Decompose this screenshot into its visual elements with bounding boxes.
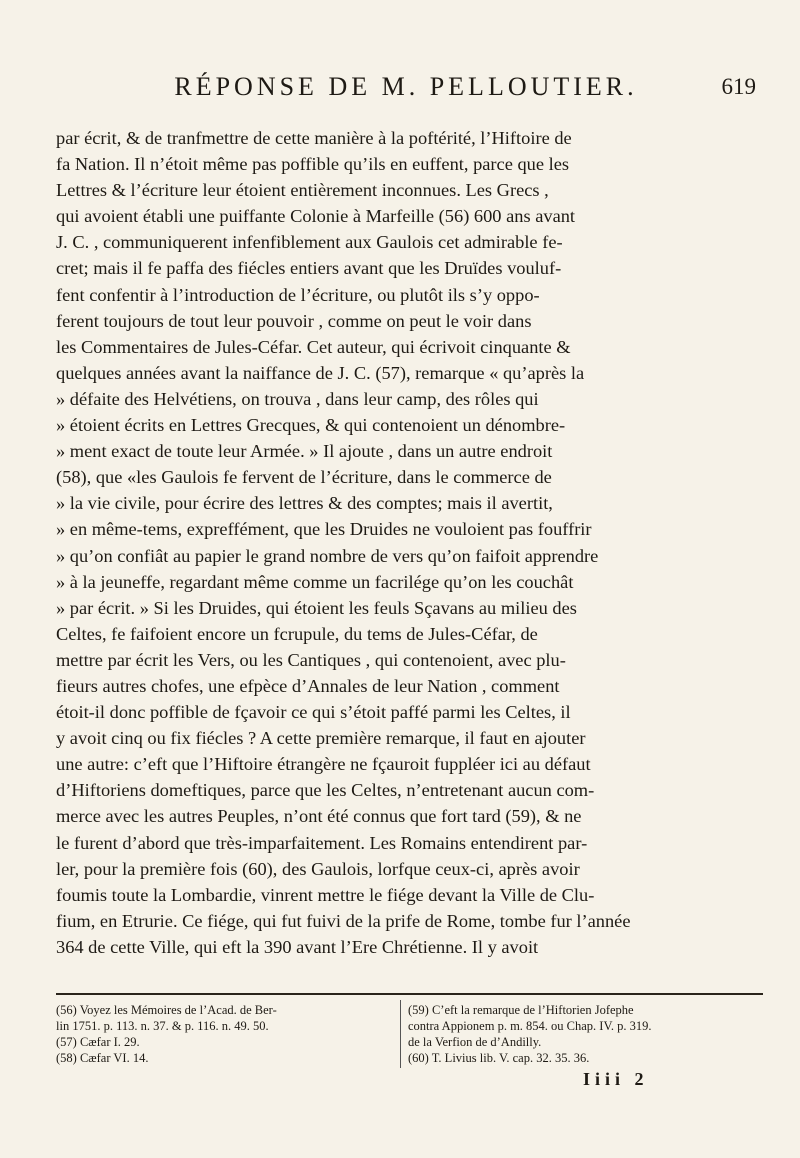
text-line: mettre par écrit les Vers, ou les Cantiques , qui contenoient, avec plu-: [56, 649, 566, 670]
text-line: » défaite des Helvétiens, on trouva , dans leur camp, des rôles qui: [56, 388, 539, 409]
page-number: 619: [721, 74, 756, 99]
footnotes-left: [56, 1002, 396, 1066]
text-line: J. C. , communiquerent infenfiblement aux Gaulois cet admirable fe-: [56, 232, 563, 253]
text-line: » en même-tems, expreffément, que les Druides ne vouloient pas fouffrir: [56, 519, 592, 540]
text-line: » ment exact de toute leur Armée. » Il ajoute , dans un autre endroit: [56, 441, 553, 462]
footnote-line: (58) Cæfar VI. 14.: [56, 1051, 149, 1065]
footnote-column-divider: [400, 1000, 401, 1068]
footnote-line: lin 1751. p. 113. n. 37. & p. 116. n. 49. 50.: [56, 1019, 269, 1033]
footnote-line: de la Verfion de d’Andilly.: [408, 1035, 542, 1049]
footnote-line: (57) Cæfar I. 29.: [56, 1035, 140, 1049]
text-line: foumis toute la Lombardie, vinrent mettre le fiége devant la Ville de Clu-: [56, 884, 595, 905]
text-line: » par écrit. » Si les Druides, qui étoient les feuls Sçavans au milieu des: [56, 597, 577, 618]
text-line: » étoient écrits en Lettres Grecques, & qui contenoient un dénombre-: [56, 415, 566, 436]
text-line: » la vie civile, pour écrire des lettres & des comptes; mais il avertit,: [56, 493, 553, 514]
running-title: RÉPONSE DE M. PELLOUTIER.: [174, 72, 638, 101]
text-line: Celtes, fe faifoient encore un fcrupule, du tems de Jules-Céfar, de: [56, 623, 538, 644]
text-line: y avoit cinq ou fix fiécles ? A cette première remarque, il faut en ajouter: [56, 728, 586, 749]
footnote-line: (59) C’eft la remarque de l’Hiftorien Jofephe: [408, 1003, 634, 1017]
text-line: le furent d’abord que très-imparfaitement. Les Romains entendirent par-: [56, 832, 588, 853]
text-line: ler, pour la première fois (60), des Gaulois, lorfque ceux-ci, après avoir: [56, 858, 580, 879]
text-line: fa Nation. Il n’étoit même pas poffible qu’ils en euffent, parce que les: [56, 154, 570, 175]
text-line: quelques années avant la naiffance de J. C. (57), remarque « qu’après la: [56, 362, 585, 383]
text-line: fent confentir à l’introduction de l’écriture, ou plutôt ils s’y oppo-: [56, 284, 540, 305]
footnote-line: contra Appionem p. m. 854. ou Chap. IV. p. 319.: [408, 1019, 652, 1033]
text-line: ferent toujours de tout leur pouvoir , comme on peut le voir dans: [56, 310, 532, 331]
footnote-line: (56) Voyez les Mémoires de l’Acad. de Ber-: [56, 1003, 277, 1017]
text-line: fium, en Etrurie. Ce fiége, qui fut fuivi de la prife de Rome, tombe fur l’année: [56, 910, 631, 931]
footnotes-right: [408, 1002, 763, 1066]
text-line: (58), que «les Gaulois fe fervent de l’écriture, dans le commerce de: [56, 467, 552, 488]
text-line: les Commentaires de Jules-Céfar. Cet auteur, qui écrivoit cinquante &: [56, 336, 571, 357]
text-line: fieurs autres chofes, une efpèce d’Annales de leur Nation , comment: [56, 675, 560, 696]
text-line: » à la jeuneffe, regardant même comme un facrilége qu’on les couchât: [56, 571, 574, 592]
text-line: Lettres & l’écriture leur étoient entièrement inconnues. Les Grecs ,: [56, 180, 549, 201]
text-line: par écrit, & de tranfmettre de cette manière à la poftérité, l’Hiftoire de: [56, 128, 572, 148]
text-line: merce avec les autres Peuples, n’ont été connus que fort tard (59), & ne: [56, 806, 582, 827]
signature-mark: Iiii 2: [583, 1069, 649, 1089]
text-line: cret; mais il fe paffa des fiécles entiers avant que les Druïdes vouluf-: [56, 258, 562, 279]
text-line: 364 de cette Ville, qui eft la 390 avant l’Ere Chrétienne. Il y avoit: [56, 936, 539, 957]
text-line: d’Hiftoriens domeftiques, parce que les Celtes, n’entretenant aucun com-: [56, 780, 595, 801]
footnote-line: (60) T. Livius lib. V. cap. 32. 35. 36.: [408, 1051, 590, 1065]
text-line: étoit-il donc poffible de fçavoir ce qui s’étoit paffé parmi les Celtes, il: [56, 702, 571, 723]
footnote-rule: [56, 993, 763, 995]
text-line: » qu’on confiât au papier le grand nombre de vers qu’on faifoit apprendre: [56, 545, 599, 566]
page-header: [56, 72, 756, 112]
body-text: [56, 125, 761, 960]
text-line: une autre: c’eft que l’Hiftoire étrangère ne fçauroit fuppléer ici au défaut: [56, 754, 591, 775]
text-line: qui avoient établi une puiffante Colonie à Marfeille (56) 600 ans avant: [56, 206, 576, 227]
